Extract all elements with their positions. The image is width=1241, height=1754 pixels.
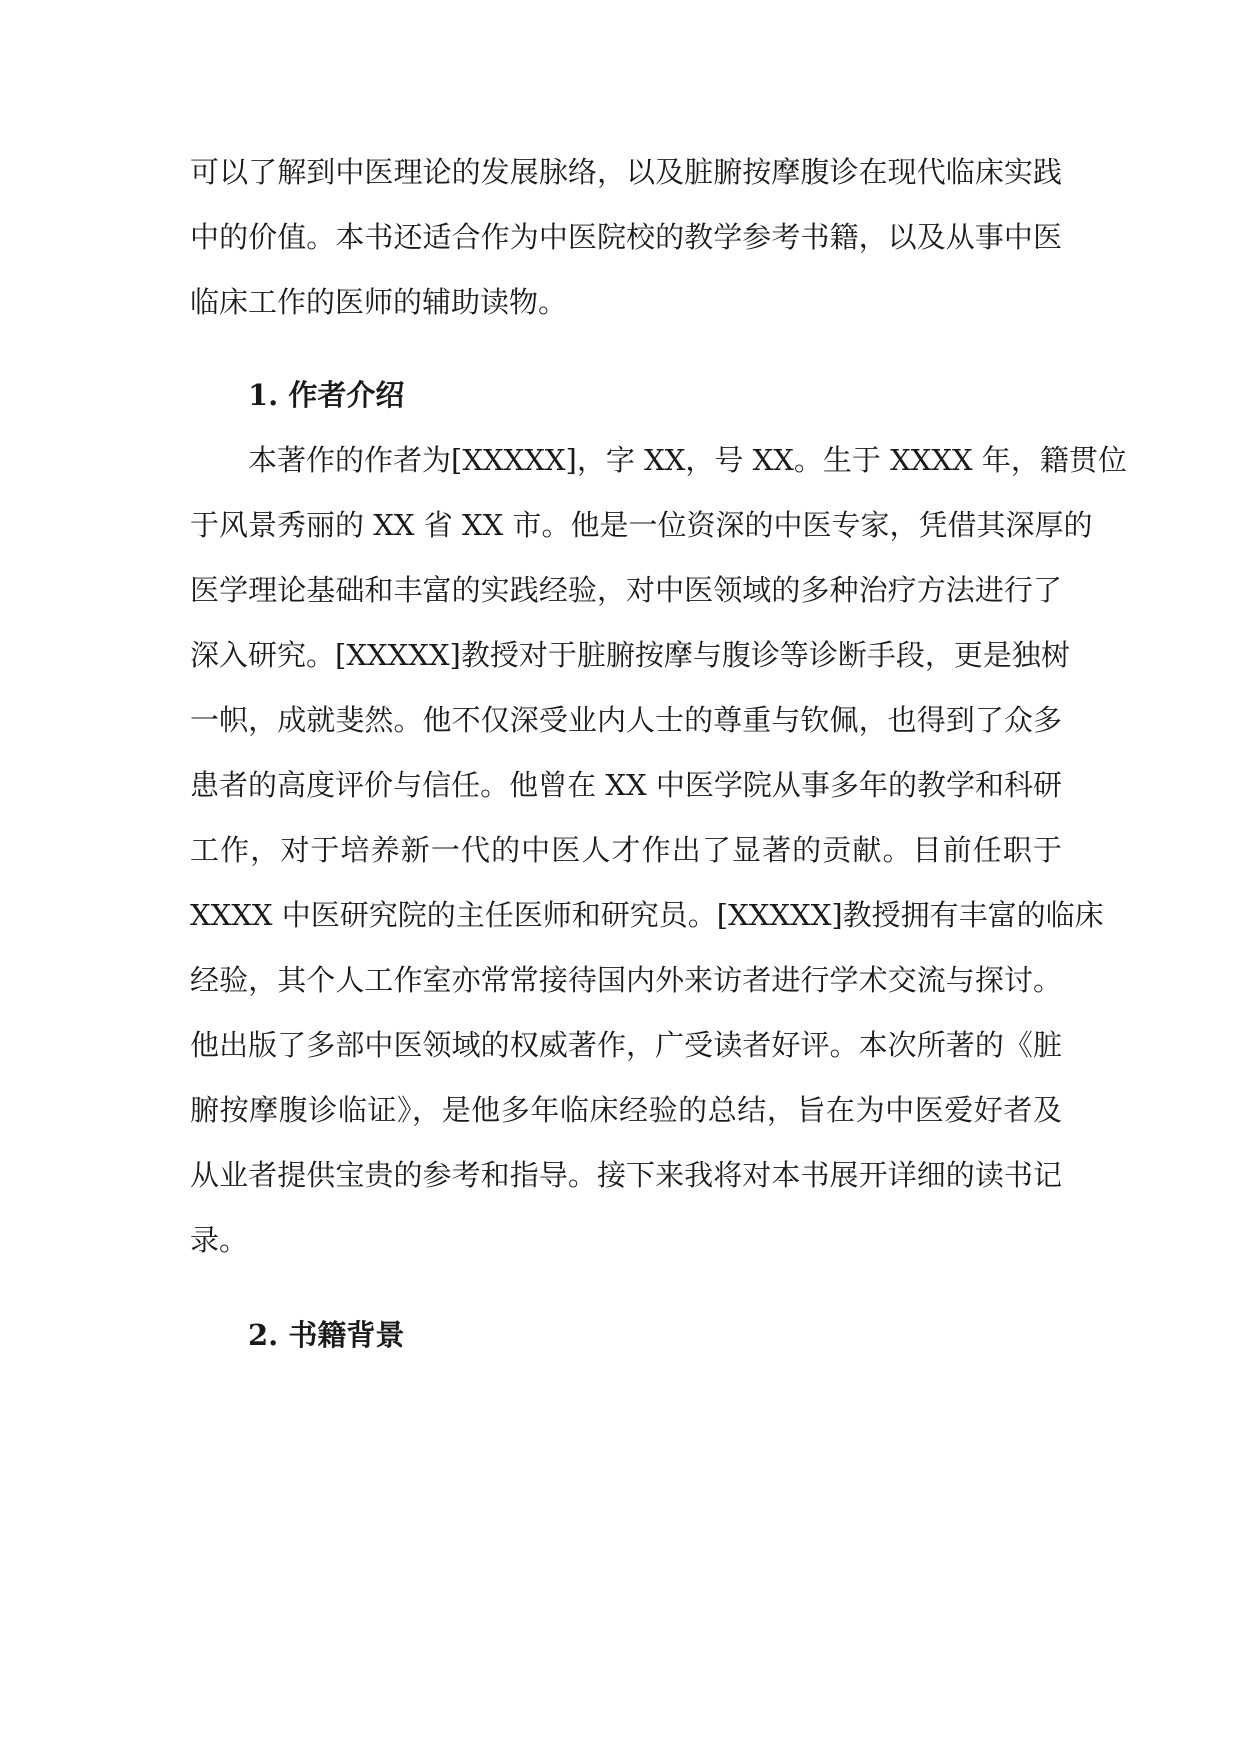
intro-paragraph bbox=[190, 140, 1062, 335]
text-line: 腑按摩腹诊临证》，是他多年临床经验的总结，旨在为中医爱好者及 bbox=[190, 1093, 1062, 1127]
document-body bbox=[190, 140, 1127, 1368]
spacer bbox=[190, 335, 1062, 363]
text-line: 中的价值。本书还适合作为中医院校的教学参考书籍，以及从事中医 bbox=[190, 220, 1062, 254]
text-line: 可以了解到中医理论的发展脉络，以及脏腑按摩腹诊在现代临床实践 bbox=[190, 155, 1062, 189]
text-line: 患者的高度评价与信任。他曾在 XX 中医学院从事多年的教学和科研 bbox=[190, 768, 1062, 802]
text-line: 从业者提供宝贵的参考和指导。接下来我将对本书展开详细的读书记 bbox=[190, 1158, 1062, 1192]
text-line: 经验，其个人工作室亦常常接待国内外来访者进行学术交流与探讨。 bbox=[190, 963, 1062, 997]
text-line: 他出版了多部中医领域的权威著作，广受读者好评。本次所著的《脏 bbox=[190, 1028, 1062, 1062]
section-heading-background: 2. 书籍背景 bbox=[248, 1318, 405, 1352]
text-line: 深入研究。[XXXXX]教授对于脏腑按摩与腹诊等诊断手段，更是独树 bbox=[190, 638, 1070, 672]
spacer bbox=[190, 1273, 1062, 1303]
text-line: 本著作的作者为[XXXXX]，字 XX，号 XX。生于 XXXX 年，籍贯位 bbox=[248, 443, 1127, 477]
text-line: XXXX 中医研究院的主任医师和研究员。[XXXXX]教授拥有丰富的临床 bbox=[190, 898, 1104, 932]
section-heading-author: 1. 作者介绍 bbox=[248, 378, 405, 412]
text-line: 医学理论基础和丰富的实践经验，对中医领域的多种治疗方法进行了 bbox=[190, 573, 1062, 607]
text-line: 工作，对于培养新一代的中医人才作出了显著的贡献。目前任职于 bbox=[190, 833, 1062, 867]
text-line: 临床工作的医师的辅助读物。 bbox=[190, 285, 568, 319]
text-line: 录。 bbox=[190, 1223, 249, 1257]
text-line: 于风景秀丽的 XX 省 XX 市。他是一位资深的中医专家，凭借其深厚的 bbox=[190, 508, 1093, 542]
author-paragraph bbox=[190, 428, 1127, 1273]
text-line: 一帜，成就斐然。他不仅深受业内人士的尊重与钦佩，也得到了众多 bbox=[190, 703, 1062, 737]
